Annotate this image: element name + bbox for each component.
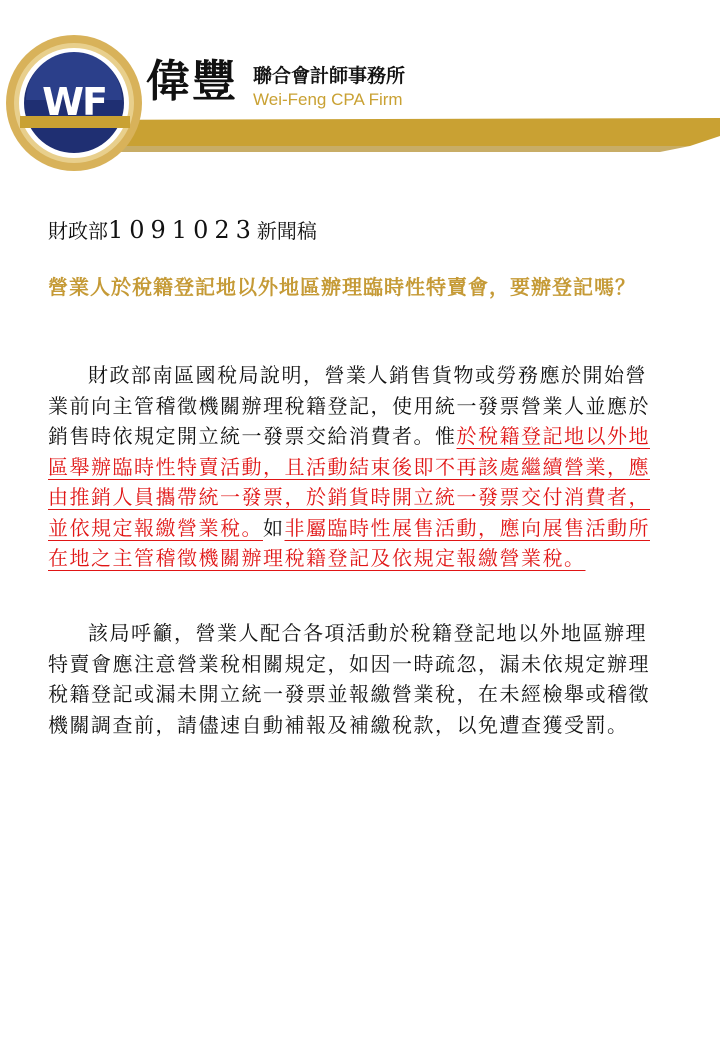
- brand-subtitle-english: Wei-Feng CPA Firm: [253, 90, 403, 109]
- highlight-temporary-sale: 於稅籍登記地以外地區舉辦臨時性特賣活動，且活動結束後即不再該處繼續營業，應由推銷人員攜帶統一發票，於銷貨時開立統一發票交付消費者，並依規定報繳營業稅。: [48, 424, 650, 540]
- brand-subtitle-chinese: 聯合會計師事務所: [253, 65, 406, 87]
- logo-initials: WF: [42, 80, 106, 124]
- press-release-label: [48, 216, 317, 245]
- brand-name-chinese: 偉豐: [146, 56, 238, 107]
- paragraph-2: 該局呼籲，營業人配合各項活動於稅籍登記地以外地區辦理特賣會應注意營業稅相關規定，如因一時疏忽，漏未依規定辦理稅籍登記或漏未開立統一發票並報繳營業稅，在未經檢舉或稽徵機關調查前，請儘速自動補報及補繳稅款，以免遭查獲受罰。: [48, 621, 650, 737]
- letterhead: [0, 0, 720, 190]
- highlight-non-temporary-sale: 非屬臨時性展售活動，應向展售活動所在地之主管稽徵機關辦理稅籍登記及依規定報繳營業稅。: [48, 515, 650, 570]
- paragraph-1-connector: 如: [263, 515, 285, 540]
- release-suffix: 新聞稿: [256, 219, 317, 243]
- paragraph-1-intro: 財政部南區國稅局說明，營業人銷售貨物或勞務應於開始營業前向主管稽徵機關辦理稅籍登記，使用統一發票營業人並應於銷售時依規定開立統一發票交給消費者。惟: [48, 363, 650, 448]
- release-number: 1091023: [108, 216, 257, 244]
- paragraph-1: [48, 360, 652, 574]
- article-headline: 營業人於稅籍登記地以外地區辦理臨時性特賣會，要辦登記嗎？: [48, 275, 636, 299]
- release-prefix: 財政部: [48, 219, 108, 243]
